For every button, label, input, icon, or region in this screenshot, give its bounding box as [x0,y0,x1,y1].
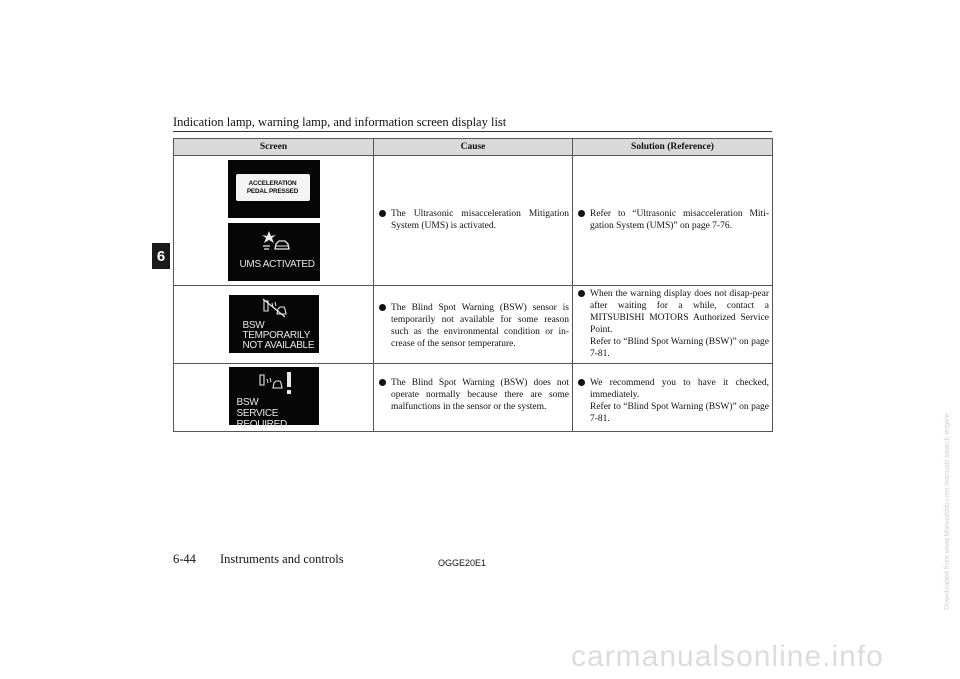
cause-item [374,208,572,232]
solution-cell [573,364,773,432]
watermark: carmanualsonline.info [571,640,884,673]
screen-cell [174,286,374,364]
solution-cell [573,156,773,286]
ums-collision-icon [261,229,291,253]
screen-cell [174,156,374,286]
footer-code: OGGE20E1 [438,558,487,568]
acceleration-pedal-pressed-display [228,160,320,218]
table-header-row [174,139,773,156]
bsw-disabled-icon [261,298,287,318]
side-watermark: Downloaded from www.Manualslib.com manuals search engine [944,413,951,610]
bsw-temp-text [243,321,315,351]
page-header-title: Indication lamp, warning lamp, and information screen display list [173,115,507,129]
bullet-icon [578,290,585,297]
cause-text: The Blind Spot Warning (BSW) sensor is temporarily not available for some reason such as the environmental condition or in-crease of the sensor temperature. [391,303,569,349]
footer-page-number: 6-44 [173,552,196,566]
display-line: BSW [242,320,265,331]
bsw-service-required-display [229,367,319,430]
bullet-icon [379,210,386,217]
bsw-temporarily-not-available-display [229,295,319,353]
cause-text: The Ultrasonic misacceleration Mitigation System (UMS) is activated. [391,208,569,231]
ums-activated-display [228,223,320,281]
table-row [174,286,773,364]
bullet-icon [578,210,585,217]
bullet-icon [379,379,386,386]
display-line: SERVICE REQUIRED [236,408,287,430]
solution-text [590,377,769,425]
solution-line: We recommend you to have it checked, immediately. [590,378,769,400]
ums-activated-text: UMS ACTIVATED [239,259,315,270]
column-header-solution: Solution (Reference) [573,139,773,156]
display-line: ACCELERATION [248,179,297,187]
cause-item [374,302,572,350]
solution-item [573,377,772,425]
table-row [174,364,773,432]
cause-cell [374,286,573,364]
solution-line: Refer to “Blind Spot Warning (BSW)” on page 7-81. [590,337,769,359]
solution-text [590,288,769,360]
header-rule [173,131,772,132]
display-label-box [236,174,310,201]
cause-cell [374,364,573,432]
solution-line: Refer to “Blind Spot Warning (BSW)” on page 7-81. [590,402,769,424]
cause-cell [374,156,573,286]
cause-text: The Blind Spot Warning (BSW) does not operate normally because there are some malfunctions in the sensor or the system. [391,378,569,412]
solution-cell [573,286,773,364]
solution-item [573,288,772,360]
display-line: BSW [236,397,259,408]
column-header-screen: Screen [174,139,374,156]
column-header-cause: Cause [374,139,573,156]
footer-chapter: Instruments and controls [220,552,344,566]
display-line: TEMPORARILY [242,330,311,341]
solution-line: When the warning display does not disap-pear after waiting for a while, contact a MITSUBISHI MOTORS Authorized Service Point. [590,289,769,335]
solution-item [573,208,772,232]
bullet-icon [578,379,585,386]
screen-cell [174,364,374,432]
display-list-table [173,138,773,432]
chapter-tab: 6 [152,243,170,269]
display-line: NOT AVAILABLE [242,340,315,351]
bullet-icon [379,304,386,311]
display-line: PEDAL PRESSED [246,187,299,195]
solution-text: Refer to “Ultrasonic misacceleration Miti-gation System (UMS)” on page 7-76. [590,208,769,231]
cause-item [374,377,572,413]
bsw-warning-icon [257,371,297,395]
bsw-service-text [237,397,319,430]
table-row [174,156,773,286]
